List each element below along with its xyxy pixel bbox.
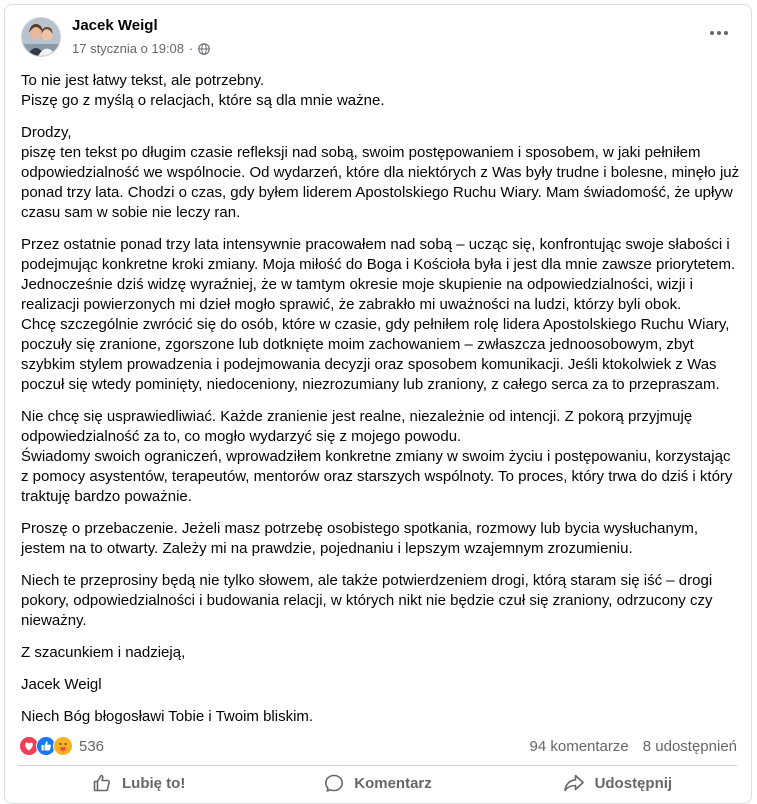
shares-count[interactable]: 8 udostępnień	[642, 737, 737, 755]
more-dot	[724, 31, 728, 35]
comments-count[interactable]: 94 komentarze	[529, 737, 629, 755]
avatar-image	[22, 18, 60, 56]
actions-divider	[19, 765, 737, 766]
share-button[interactable]	[498, 767, 737, 799]
post-body	[21, 71, 741, 739]
post-header	[21, 17, 735, 61]
post-stats	[19, 733, 737, 759]
post-paragraph: Nie chcę się usprawiedliwiać. Każde zranienie jest realne, niezależnie od intencji. Z pokorą przyjmuję odpowiedzialność za to, co mogło wydarzyć się z mojego powodu. Świadomy swoich ograniczeń, wprowadziłem konkretne zmiany w swoim życiu i postępowaniu, korzystając z pomocy asystentów, terapeutów, mentorów oraz starszych wspólnoty. To proces, który trwa do dziś i który traktuję bardzo poważnie.	[21, 408, 733, 505]
comment-label: Komentarz	[354, 774, 432, 792]
post-paragraph: Niech Bóg błogosławi Tobie i Twoim bliskim.	[21, 708, 314, 725]
reaction-count[interactable]: 536	[79, 737, 105, 755]
author-avatar[interactable]	[21, 17, 61, 57]
post-paragraph: Jacek Weigl	[21, 676, 102, 693]
globe-icon[interactable]	[198, 43, 210, 55]
care-reaction-icon	[53, 736, 73, 756]
engagement-counts	[530, 738, 737, 755]
share-label: Udostępnij	[594, 774, 673, 792]
comment-button[interactable]	[258, 767, 497, 799]
meta-separator: ·	[189, 41, 194, 56]
post-paragraph: Z szacunkiem i nadzieją,	[21, 644, 186, 661]
comment-icon	[324, 773, 344, 793]
post-paragraph: Przez ostatnie ponad trzy lata intensywnie pracowałem nad sobą – ucząc się, konfrontując swoje słabości i podejmując konkretne kroki zmiany. Moja miłość do Boga i Kościoła była i jest dla mnie zawsze priorytetem. Jednocześnie dziś widzę wyraźniej, że w tamtym okresie moje skupienie na odpowiedzialności, wizji i realizacji powierzonych mi dzieł mogło sprawić, że zabrakło mi uważności na ludzi, którzy byli obok. Chcę szczególnie zwrócić się do osób, które w czasie, gdy pełniłem rolę lidera Apostolskiego Ruchu Wiary, poczuły się zranione, zgorszone lub dotknięte moim zachowaniem – zwłaszcza jednoosobowym, zbyt szybkim stylem prowadzenia i podejmowania decyzji oraz sposobem komunikacji. Jeśli ktokolwiek z Was poczuł się wtedy pominięty, niedoceniony, niezrozumiany lub zraniony, z całego serca za to przepraszam.	[21, 236, 736, 393]
post-paragraph: Proszę o przebaczenie. Jeżeli masz potrzebę osobistego spotkania, rozmowy lub bycia wysłuchanym, jestem na to otwarty. Zależy mi na prawdzie, pojednaniu i lepszym wzajemnym zrozumieniu.	[21, 520, 698, 557]
like-label: Lubię to!	[122, 774, 186, 792]
post-timestamp[interactable]: 17 stycznia o 19:08	[72, 41, 185, 56]
reactions-summary[interactable]	[19, 736, 104, 756]
more-dot	[710, 31, 714, 35]
like-button[interactable]	[19, 767, 258, 799]
reaction-icons	[19, 736, 70, 756]
post-meta	[72, 41, 210, 56]
post-paragraph: Niech te przeprosiny będą nie tylko słowem, ale także potwierdzeniem drogi, którą staram się iść – drogi pokory, odpowiedzialności i budowania relacji, w których nikt nie będzie czuł się zraniony, odrzucony czy nieważny.	[21, 572, 713, 629]
more-horizontal-icon[interactable]	[703, 21, 735, 45]
post-paragraph: Drodzy, piszę ten tekst po długim czasie refleksji nad sobą, swoim postępowaniem i sposobem, w jaki pełniłem odpowiedzialność we wspólnocie. Od wydarzeń, które dla niektórych z Was były trudne i bolesne, minęło już ponad trzy lata. Chodzi o czas, gdy byłem liderem Apostolskiego Ruchu Wiary. Mam świadomość, że upływ czasu sam w sobie nie leczy ran.	[21, 124, 740, 221]
more-dot	[717, 31, 721, 35]
author-name[interactable]: Jacek Weigl	[72, 17, 158, 34]
thumbs-up-icon	[92, 773, 112, 793]
share-icon	[563, 773, 585, 793]
post-card	[4, 4, 752, 804]
post-actions	[19, 767, 737, 799]
post-paragraph: To nie jest łatwy tekst, ale potrzebny. Piszę go z myślą o relacjach, które są dla mnie ważne.	[21, 72, 385, 109]
